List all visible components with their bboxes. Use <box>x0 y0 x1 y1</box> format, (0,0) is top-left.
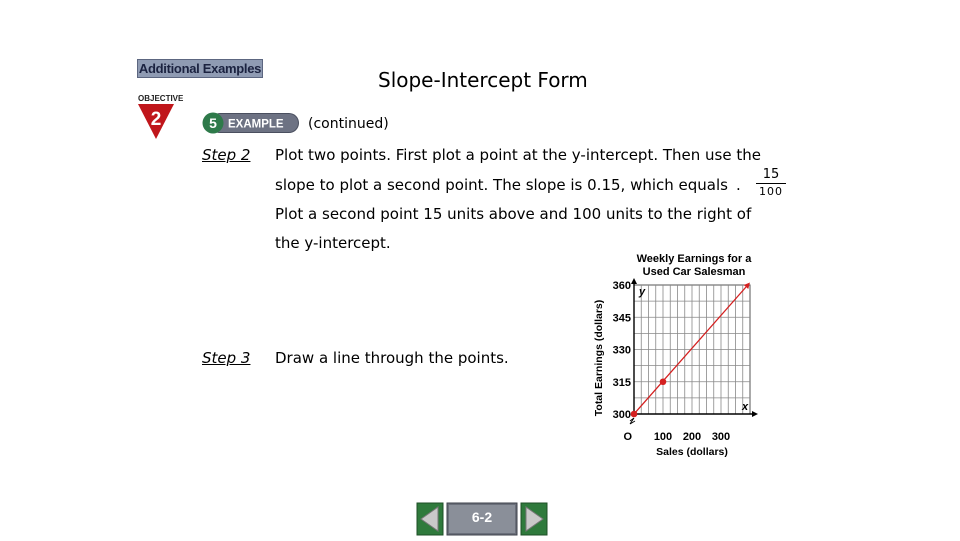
y-axis-label: Total Earnings (dollars) <box>593 299 605 417</box>
step-3-label: Step 3 <box>202 349 251 367</box>
y-axis-letter: y <box>639 286 646 298</box>
section-label: 6-2 <box>471 509 493 525</box>
earnings-chart <box>588 248 770 460</box>
example-label: EXAMPLE <box>228 118 284 131</box>
chart-title-line-1: Weekly Earnings for a <box>636 253 752 265</box>
step-2-line-3: Plot a second point 15 units above and 100 units to the right of <box>275 205 752 223</box>
data-point <box>660 378 667 385</box>
x-axis-arrow <box>752 411 758 417</box>
chart-title-line-2: Used Car Salesman <box>642 266 746 278</box>
x-axis-label: Sales (dollars) <box>656 446 728 458</box>
step-3-text: Draw a line through the points. <box>275 349 509 367</box>
next-slide-button[interactable] <box>521 503 547 535</box>
x-tick-label: 300 <box>711 431 731 443</box>
slope-fraction <box>756 167 786 198</box>
page-title: Slope-Intercept Form <box>378 68 588 92</box>
continued-label: (continued) <box>308 116 389 132</box>
example-number: 5 <box>209 115 217 131</box>
data-point <box>631 411 638 418</box>
y-tick-label: 345 <box>612 312 631 325</box>
origin-label: O <box>623 431 632 443</box>
x-tick-label: 200 <box>682 431 702 443</box>
step-2-line-2: slope to plot a second point. The slope is 0.15, which equals <box>275 176 728 194</box>
objective-badge <box>137 94 189 140</box>
x-axis-letter: x <box>742 401 749 413</box>
y-tick-label: 360 <box>612 280 631 292</box>
example-badge <box>202 112 300 134</box>
slide-navigation <box>416 502 548 536</box>
y-axis-arrow <box>631 278 637 284</box>
section-label-box <box>447 503 517 535</box>
objective-triangle-icon <box>137 103 187 141</box>
previous-slide-button[interactable] <box>417 503 443 535</box>
chart-grid <box>630 278 758 424</box>
objective-label: OBJECTIVE <box>138 94 184 103</box>
objective-number: 2 <box>150 109 162 130</box>
x-tick-label: 100 <box>653 431 673 443</box>
step-2-line-1: Plot two points. First plot a point at the y-intercept. Then use the <box>275 146 761 164</box>
y-tick-label: 330 <box>612 344 631 357</box>
additional-examples-banner: Additional Examples <box>138 61 262 76</box>
y-tick-label: 315 <box>612 376 631 389</box>
step-2-line-4: the y-intercept. <box>275 234 391 252</box>
fraction-numerator: 15 <box>756 167 786 184</box>
step-2-line-2-period: . <box>736 176 741 194</box>
fraction-denominator: 100 <box>759 185 783 198</box>
y-tick-label: 300 <box>612 409 631 421</box>
step-2-label: Step 2 <box>202 146 251 164</box>
